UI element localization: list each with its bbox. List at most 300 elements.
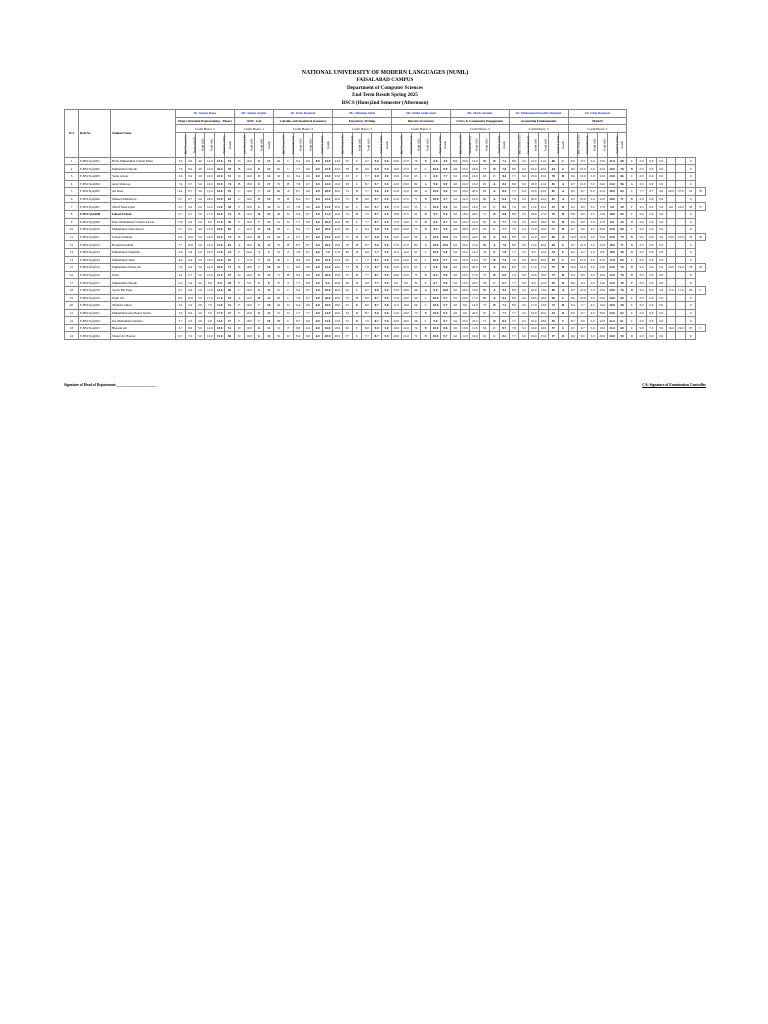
row-mark: B xyxy=(490,157,500,165)
row-mark: 18.0 xyxy=(333,241,343,249)
row-mark: 16.0 xyxy=(244,233,254,241)
row-mark: 9.7 xyxy=(647,188,657,196)
row-mark: 21.0 xyxy=(607,324,617,332)
row-mark: 14.0 xyxy=(205,324,215,332)
row-mark: 80 xyxy=(548,286,558,294)
row-mark: 64 xyxy=(548,165,558,173)
row-mark: 5.0 xyxy=(382,332,392,340)
row-mark: 23.0 xyxy=(666,233,676,241)
row-mark: 8.4 xyxy=(431,271,441,279)
row-mark: 20.0 xyxy=(215,264,225,272)
row-mark: 10.0 xyxy=(185,294,195,302)
row-mark: 34 xyxy=(548,248,558,256)
row-mark: 8.7 xyxy=(372,294,382,302)
row-mark: 22.0 xyxy=(401,203,411,211)
row-mark: 78 xyxy=(342,241,352,249)
row-mark: 5.0 xyxy=(382,226,392,234)
row-mark: 11 xyxy=(264,324,274,332)
row-mark: 80 xyxy=(480,241,490,249)
column-header-label: Final (30) xyxy=(298,138,303,152)
row-mark: C xyxy=(352,203,362,211)
row-mark: 3 xyxy=(264,248,274,256)
row-mark: 12.0 xyxy=(323,203,333,211)
row-roll-no: F-BSCS(A)001 xyxy=(79,157,111,165)
row-mark: 9.0 xyxy=(647,203,657,211)
row-mark: 18.0 xyxy=(244,264,254,272)
row-mark: 10.0 xyxy=(578,256,588,264)
row-mark: 6.0 xyxy=(313,248,323,256)
row-mark: 10.0 xyxy=(244,203,254,211)
table-row xyxy=(65,188,706,196)
row-mark: 6.7 xyxy=(568,226,578,234)
row-mark: 11 xyxy=(264,309,274,317)
row-mark: 17.0 xyxy=(215,294,225,302)
row-mark: 3.4 xyxy=(185,248,195,256)
column-header-label: Final (30) xyxy=(533,138,538,152)
row-mark xyxy=(676,218,686,226)
row-mark: 8.0 xyxy=(607,218,617,226)
row-mark: 20.0 xyxy=(460,286,470,294)
row-mark: 7.7 xyxy=(509,332,519,340)
row-mark: 10.0 xyxy=(244,332,254,340)
row-mark: 0.0 xyxy=(647,165,657,173)
column-header xyxy=(264,132,274,157)
row-mark: 5.0 xyxy=(588,203,598,211)
row-mark: 80 xyxy=(480,286,490,294)
row-mark: 19.0 xyxy=(470,203,480,211)
row-mark xyxy=(666,210,676,218)
row-mark: B xyxy=(627,233,637,241)
row-mark: 5.0 xyxy=(382,241,392,249)
row-mark: 27.0 xyxy=(676,188,686,196)
row-mark: 9.4 xyxy=(293,302,303,310)
row-mark: 16.0 xyxy=(244,173,254,181)
row-mark: 20.0 xyxy=(607,332,617,340)
row-mark: B xyxy=(627,264,637,272)
row-mark xyxy=(676,294,686,302)
row-mark: 7.7 xyxy=(293,309,303,317)
table-row xyxy=(65,218,706,226)
row-mark: 0.0 xyxy=(647,317,657,325)
row-mark: 11.0 xyxy=(460,332,470,340)
row-mark: 67 xyxy=(480,309,490,317)
row-mark: 53 xyxy=(225,157,235,165)
column-header-label: Total % (100) xyxy=(555,135,560,154)
row-mark: 80 xyxy=(480,195,490,203)
row-mark: 19.0 xyxy=(333,271,343,279)
column-header xyxy=(548,132,558,157)
row-mark: 49 xyxy=(342,248,352,256)
row-mark: 22.0 xyxy=(215,173,225,181)
row-mark: 16.0 xyxy=(607,241,617,249)
column-header xyxy=(254,132,264,157)
row-mark: 8.0 xyxy=(313,157,323,165)
row-mark: 3.0 xyxy=(195,317,205,325)
row-serial: 19 xyxy=(65,294,79,302)
row-mark: 2.0 xyxy=(195,302,205,310)
row-mark: 4.5 xyxy=(519,210,529,218)
row-mark: D xyxy=(558,309,568,317)
row-mark: 11.0 xyxy=(205,286,215,294)
row-mark: 5.0 xyxy=(382,294,392,302)
row-mark: 17.0 xyxy=(539,264,549,272)
row-mark: A xyxy=(490,264,500,272)
row-mark: 14.0 xyxy=(323,309,333,317)
column-header-label: Total (60) xyxy=(366,138,371,152)
row-mark: 9.7 xyxy=(185,180,195,188)
row-mark: 7.7 xyxy=(362,256,372,264)
row-mark: 11.0 xyxy=(323,210,333,218)
row-mark: B xyxy=(627,241,637,249)
column-header xyxy=(539,132,549,157)
row-mark: 13 xyxy=(264,188,274,196)
row-mark: 21.0 xyxy=(391,188,401,196)
row-mark: 0.0 xyxy=(637,165,647,173)
row-mark: C xyxy=(283,317,293,325)
table-row xyxy=(65,248,706,256)
column-header-label: Sessional (12) xyxy=(349,135,354,154)
row-mark: 3 xyxy=(254,248,264,256)
row-mark: 22.0 xyxy=(539,195,549,203)
row-mark: B xyxy=(352,294,362,302)
row-mark: 8.4 xyxy=(499,203,509,211)
row-mark: 0.0 xyxy=(656,332,666,340)
row-mark: 9.6 xyxy=(568,173,578,181)
row-mark: 9.0 xyxy=(440,226,450,234)
row-mark: 14.0 xyxy=(215,286,225,294)
row-mark: 19.0 xyxy=(215,180,225,188)
row-mark: 21.0 xyxy=(597,188,607,196)
row-mark: 51 xyxy=(225,173,235,181)
row-mark: 13.0 xyxy=(597,210,607,218)
row-student-name: Najib Ali xyxy=(111,294,176,302)
row-mark: 83 xyxy=(480,188,490,196)
row-mark: 7.0 xyxy=(362,210,372,218)
subject-teacher: Ms. Tehmina Sohil xyxy=(333,110,392,118)
table-row xyxy=(65,241,706,249)
row-mark: 10.0 xyxy=(578,180,588,188)
row-mark: 9.7 xyxy=(440,302,450,310)
row-mark: 19.0 xyxy=(470,195,480,203)
row-mark: 9.0 xyxy=(185,203,195,211)
row-mark: 4.0 xyxy=(195,157,205,165)
row-mark: 50 xyxy=(225,332,235,340)
row-mark: 4.0 xyxy=(588,248,598,256)
row-mark: 70 xyxy=(342,294,352,302)
row-serial: 16 xyxy=(65,271,79,279)
row-mark: 74 xyxy=(225,210,235,218)
row-mark: 5.0 xyxy=(195,294,205,302)
row-mark: 17.0 xyxy=(676,286,686,294)
row-mark: 9.0 xyxy=(431,317,441,325)
row-mark: 8.0 xyxy=(509,157,519,165)
row-mark: 0.0 xyxy=(656,157,666,165)
row-mark: 73 xyxy=(411,218,421,226)
row-mark: 6.7 xyxy=(176,195,186,203)
row-mark: 20.0 xyxy=(607,302,617,310)
row-mark: 20.0 xyxy=(470,188,480,196)
row-mark: 10.0 xyxy=(431,241,441,249)
row-mark: 6.0 xyxy=(362,248,372,256)
row-mark: A xyxy=(234,241,244,249)
row-mark: 37 xyxy=(274,279,284,287)
row-student-name: Muhammad Shahzaib xyxy=(111,248,176,256)
row-mark: F xyxy=(558,248,568,256)
row-mark: 78 xyxy=(686,264,696,272)
row-mark: 9.7 xyxy=(303,210,313,218)
row-mark: 10.0 xyxy=(431,309,441,317)
row-mark xyxy=(676,157,686,165)
row-mark: 7.7 xyxy=(303,309,313,317)
row-mark: 5.0 xyxy=(656,324,666,332)
subject-credit: Credit Hours: 1 xyxy=(234,125,273,133)
row-mark: 16.0 xyxy=(539,233,549,241)
row-mark: 7.7 xyxy=(509,173,519,181)
row-mark: 22.0 xyxy=(323,195,333,203)
row-mark: 8.4 xyxy=(293,332,303,340)
row-mark: 0.0 xyxy=(647,248,657,256)
subject-credit: Credit Hours: 3 xyxy=(333,125,392,133)
row-mark: 39 xyxy=(225,218,235,226)
row-mark: 18.0 xyxy=(391,210,401,218)
row-mark: 63 xyxy=(342,173,352,181)
row-mark: 9.0 xyxy=(440,165,450,173)
row-mark: 65 xyxy=(480,226,490,234)
row-mark: 9.0 xyxy=(578,226,588,234)
row-mark: 9.0 xyxy=(372,165,382,173)
row-mark: 6.0 xyxy=(313,165,323,173)
row-mark: 54 xyxy=(342,309,352,317)
row-mark: 23.0 xyxy=(333,173,343,181)
row-mark: A xyxy=(490,294,500,302)
row-mark: 68 xyxy=(617,226,627,234)
row-mark: 21.0 xyxy=(460,248,470,256)
row-mark: 4.5 xyxy=(519,317,529,325)
row-mark: 12.0 xyxy=(323,317,333,325)
row-mark: 10.0 xyxy=(185,233,195,241)
row-mark: 19.0 xyxy=(676,324,686,332)
column-header xyxy=(274,132,284,157)
row-mark: 66 xyxy=(342,226,352,234)
row-mark: 3.0 xyxy=(450,203,460,211)
row-mark: 19.0 xyxy=(391,173,401,181)
row-mark: 55 xyxy=(342,157,352,165)
row-mark: D xyxy=(283,302,293,310)
row-mark: 9.0 xyxy=(440,271,450,279)
row-mark: 14.0 xyxy=(470,256,480,264)
row-mark: 76 xyxy=(548,210,558,218)
row-mark: 8.0 xyxy=(509,165,519,173)
row-roll-no: F-BSCS(A)024 xyxy=(79,332,111,340)
row-mark: B xyxy=(627,286,637,294)
row-mark: B xyxy=(283,195,293,203)
row-mark: 9.0 xyxy=(578,218,588,226)
row-student-name: Usman Ghulam xyxy=(111,233,176,241)
row-mark: 22.0 xyxy=(401,271,411,279)
row-mark: 31 xyxy=(225,302,235,310)
row-mark: 50 xyxy=(617,332,627,340)
row-mark: 5.0 xyxy=(195,324,205,332)
row-mark: 0.0 xyxy=(637,332,647,340)
row-mark: 3.7 xyxy=(176,324,186,332)
row-mark: 6.0 xyxy=(588,188,598,196)
row-mark: 5.2 xyxy=(578,248,588,256)
row-mark: D xyxy=(234,157,244,165)
row-mark: 6.0 xyxy=(303,157,313,165)
row-mark: 16.0 xyxy=(244,157,254,165)
row-mark: 8.8 xyxy=(568,210,578,218)
row-mark: 9.2 xyxy=(499,286,509,294)
row-mark: F xyxy=(234,279,244,287)
row-mark: 24.0 xyxy=(401,233,411,241)
row-roll-no: F-BSCS(A)010 xyxy=(79,226,111,234)
row-mark: 0 xyxy=(686,165,696,173)
column-header-label: Sessional (12) xyxy=(408,135,413,154)
table-row xyxy=(65,279,706,287)
row-mark: 20.0 xyxy=(323,271,333,279)
row-mark: 27.0 xyxy=(401,210,411,218)
row-mark: 22.0 xyxy=(401,256,411,264)
row-mark: 7.7 xyxy=(362,173,372,181)
row-mark: C xyxy=(490,279,500,287)
row-mark: 6.0 xyxy=(313,286,323,294)
row-mark: 5.0 xyxy=(656,233,666,241)
column-header-label: Final (20) xyxy=(249,138,254,152)
subject-title: Calculus and Analytical Geometry xyxy=(274,117,333,125)
row-mark: 13.0 xyxy=(539,302,549,310)
row-mark: C xyxy=(234,188,244,196)
row-mark: 16.0 xyxy=(244,241,254,249)
row-mark: 9.4 xyxy=(185,218,195,226)
row-serial: 20 xyxy=(65,302,79,310)
row-mark: 9.0 xyxy=(215,279,225,287)
row-mark: 20.0 xyxy=(333,195,343,203)
row-mark: 0 xyxy=(686,157,696,165)
row-mark: A xyxy=(283,233,293,241)
row-mark: 20.0 xyxy=(597,332,607,340)
row-mark: 5.0 xyxy=(519,279,529,287)
row-mark: 8.7 xyxy=(362,233,372,241)
row-mark: D xyxy=(234,332,244,340)
row-mark: 8.4 xyxy=(185,309,195,317)
row-mark: 12.0 xyxy=(205,157,215,165)
column-header-label: Mid Term (18) xyxy=(399,135,404,155)
row-mark: 20.0 xyxy=(333,294,343,302)
row-mark: 63 xyxy=(225,195,235,203)
row-mark: 3.6 xyxy=(176,173,186,181)
row-mark: 23.0 xyxy=(401,173,411,181)
column-header-label: Sessional (8) xyxy=(192,136,197,154)
row-mark: 9.7 xyxy=(303,180,313,188)
row-mark: 6.0 xyxy=(313,195,323,203)
row-mark: 9.7 xyxy=(440,294,450,302)
row-mark: 8.8 xyxy=(293,324,303,332)
row-mark: A xyxy=(421,241,431,249)
row-mark: 23.0 xyxy=(529,188,539,196)
university-title: NATIONAL UNIVERSITY OF MODERN LANGUAGES (NUML) xyxy=(301,70,469,76)
row-mark: 21.0 xyxy=(597,256,607,264)
row-mark: 0.0 xyxy=(647,256,657,264)
row-mark: 71 xyxy=(617,195,627,203)
row-mark: 5.0 xyxy=(382,233,392,241)
row-mark: 18.0 xyxy=(244,317,254,325)
row-mark: 9.0 xyxy=(529,248,539,256)
row-mark: F xyxy=(234,302,244,310)
row-mark: B xyxy=(421,195,431,203)
row-student-name: Umer xyxy=(111,271,176,279)
row-mark: 20.0 xyxy=(323,241,333,249)
row-mark: 74 xyxy=(225,180,235,188)
subject-title: Discrete Structures xyxy=(391,117,450,125)
row-student-name: Fahad Arshad xyxy=(111,210,176,218)
row-mark: C xyxy=(352,173,362,181)
row-mark: 10.0 xyxy=(244,309,254,317)
row-mark: 9.4 xyxy=(293,173,303,181)
row-mark: 16.0 xyxy=(470,173,480,181)
row-mark: 16.0 xyxy=(333,180,343,188)
row-mark: 61 xyxy=(480,332,490,340)
subject-teacher: Dr. Irfan Rasheed xyxy=(568,110,627,118)
row-mark: B xyxy=(490,165,500,173)
row-mark: 13.0 xyxy=(529,241,539,249)
row-mark: 72 xyxy=(548,218,558,226)
row-mark: 7 xyxy=(254,302,264,310)
row-mark: 56 xyxy=(480,279,490,287)
row-mark: C xyxy=(627,302,637,310)
row-mark: F xyxy=(627,279,637,287)
row-mark: 7.4 xyxy=(176,180,186,188)
row-mark: 4.0 xyxy=(450,264,460,272)
subject-teacher: Ms. Maria Junaid xyxy=(450,110,509,118)
table-row xyxy=(65,195,706,203)
row-mark: 7.0 xyxy=(185,332,195,340)
row-mark: 9.4 xyxy=(244,279,254,287)
row-mark: 18.0 xyxy=(333,324,343,332)
row-mark: 11 xyxy=(254,294,264,302)
row-mark: C xyxy=(352,324,362,332)
row-mark: 11.0 xyxy=(244,226,254,234)
row-mark: 5.0 xyxy=(588,271,598,279)
row-mark: 73 xyxy=(225,264,235,272)
row-mark: C xyxy=(421,248,431,256)
row-mark: C xyxy=(283,294,293,302)
column-header xyxy=(597,132,607,157)
row-mark: B xyxy=(558,173,568,181)
row-mark: 58 xyxy=(617,302,627,310)
row-mark: B xyxy=(558,302,568,310)
row-mark xyxy=(666,195,676,203)
row-mark: 9.6 xyxy=(637,233,647,241)
row-mark: 20.0 xyxy=(529,256,539,264)
row-mark: 20.0 xyxy=(470,279,480,287)
row-mark: 5.0 xyxy=(656,286,666,294)
row-mark: B xyxy=(234,165,244,173)
row-mark: 16.0 xyxy=(333,218,343,226)
row-mark: 18.0 xyxy=(215,188,225,196)
row-mark xyxy=(676,279,686,287)
row-mark: 23.0 xyxy=(607,180,617,188)
row-mark: 6.0 xyxy=(362,279,372,287)
row-mark: A xyxy=(558,195,568,203)
row-mark: 16.0 xyxy=(244,195,254,203)
row-mark: B xyxy=(234,264,244,272)
row-mark: 27.0 xyxy=(401,195,411,203)
row-serial: 9 xyxy=(65,218,79,226)
row-mark: 8.6 xyxy=(568,279,578,287)
row-mark: 23.0 xyxy=(460,218,470,226)
row-mark: 3.4 xyxy=(176,302,186,310)
row-mark xyxy=(666,180,676,188)
